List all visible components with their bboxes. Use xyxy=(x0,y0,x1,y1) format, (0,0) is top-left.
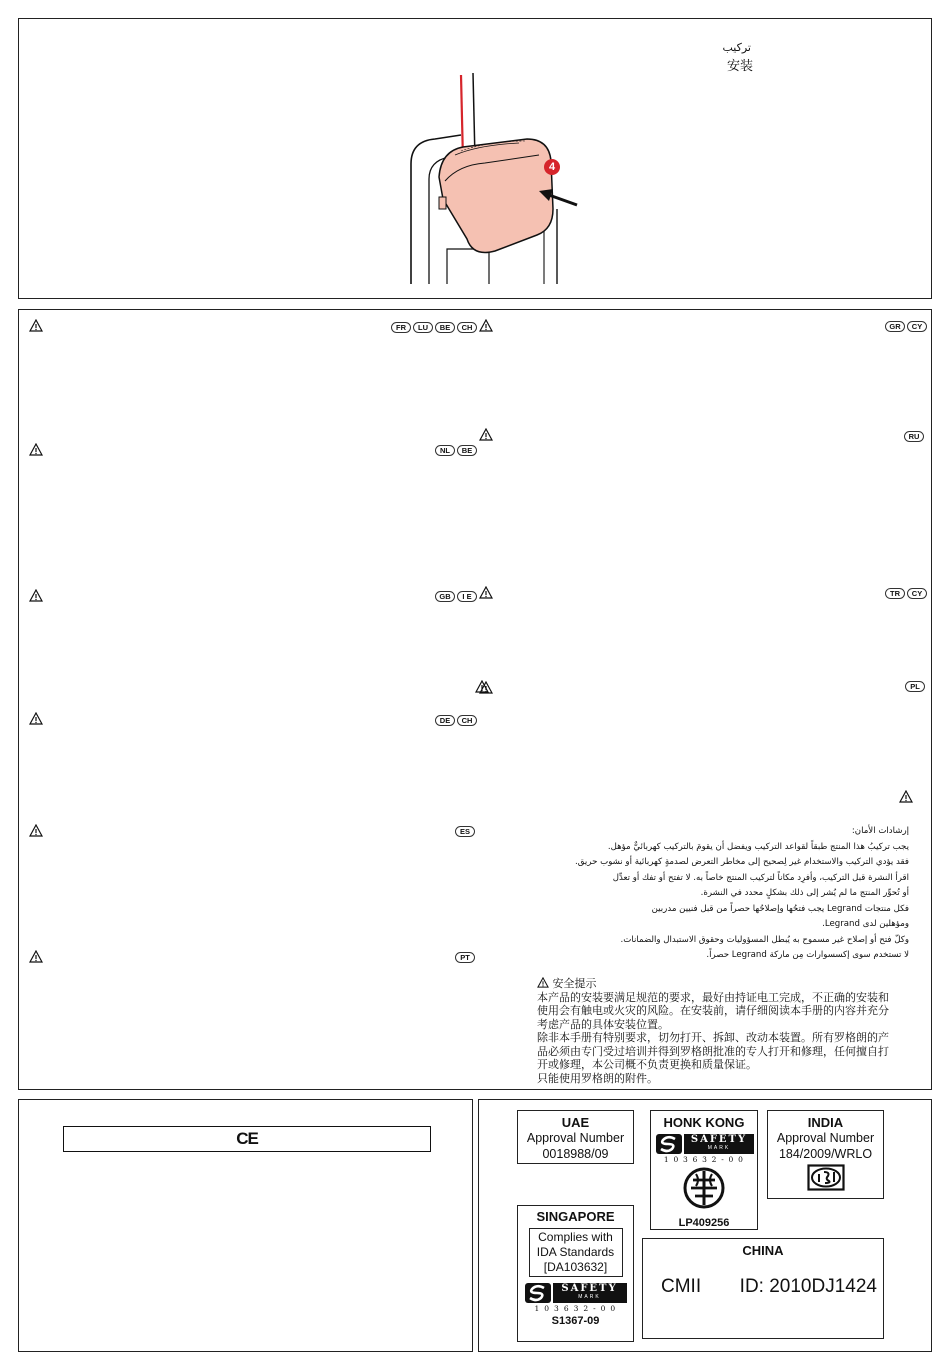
india-approval-box xyxy=(767,1110,884,1199)
china-approval-box xyxy=(642,1238,884,1339)
china-id: ID: 2010DJ1424 xyxy=(739,1276,877,1297)
mark-word: MARK xyxy=(578,1294,601,1300)
ce-panel xyxy=(18,1099,473,1352)
country-codes-ru xyxy=(904,431,924,442)
singapore-title: SINGAPORE xyxy=(536,1209,615,1224)
chinese-safety-line: 除非本手册有特别要求，切勿打开、拆卸、改动本装置。所有罗格朗的产 xyxy=(537,1031,889,1044)
hongkong-code: LP409256 xyxy=(678,1217,730,1229)
country-code: CH xyxy=(457,715,477,726)
singapore-approval-box xyxy=(517,1205,634,1342)
country-code: CY xyxy=(907,321,927,332)
isi-mark-icon xyxy=(807,1164,845,1191)
country-codes-tr xyxy=(885,588,927,599)
country-code: ES xyxy=(455,826,475,837)
country-code: RU xyxy=(904,431,924,442)
warning-icon xyxy=(479,586,493,599)
warning-icon xyxy=(479,319,493,332)
safety-digits: 1 0 3 6 3 2 - 0 0 xyxy=(663,1155,745,1164)
country-codes-nl xyxy=(435,445,477,456)
warning-icon xyxy=(29,319,43,332)
ce-mark-box xyxy=(63,1126,431,1152)
singapore-code: S1367-09 xyxy=(551,1315,600,1327)
safety-word: SAFETY xyxy=(561,1283,618,1294)
arabic-safety-line: فكل منتجات Legrand يجب فتحُها وإصلاحُها حصراً من قبل فنيين مدربين xyxy=(651,903,909,914)
arabic-safety-title: إرشادات الأمان: xyxy=(851,826,909,836)
hongkong-title: HONK KONG xyxy=(663,1115,745,1130)
warning-icon xyxy=(899,790,913,803)
country-code: BE xyxy=(435,322,455,333)
china-cmii: CMII xyxy=(661,1276,702,1297)
ce-mark: CE xyxy=(236,1129,258,1148)
singapore-line: [DA103632] xyxy=(543,1260,608,1274)
china-title: CHINA xyxy=(742,1243,784,1258)
country-code: TR xyxy=(885,588,905,599)
country-code: PL xyxy=(905,681,925,692)
singapore-inner-box xyxy=(529,1228,623,1277)
uae-approval-box xyxy=(517,1110,634,1164)
country-codes-pl xyxy=(905,681,925,692)
country-code: CH xyxy=(457,322,477,333)
warning-icon xyxy=(537,977,549,988)
chinese-safety-line: 开或修理，本公司概不负责更换和质量保证。 xyxy=(537,1058,757,1071)
install-heading-arabic: تركيب xyxy=(722,41,751,54)
step-number-badge xyxy=(544,159,560,175)
chinese-safety-line: 品必须由专门受过培训并得到罗格朗批准的专人打开和修理，任何擅自打 xyxy=(537,1044,889,1058)
india-approval-label: Approval Number xyxy=(776,1131,875,1145)
approvals-panel xyxy=(478,1099,932,1352)
safety-mark xyxy=(523,1283,629,1313)
country-code: I E xyxy=(457,591,477,602)
chinese-safety-line: 本产品的安装要满足规范的要求，最好由持证电工完成，不正确的安装和 xyxy=(537,990,889,1004)
arabic-safety-line: وكلّ فتح أو إصلاح غير مسموح به يُبطل المسؤوليات وحقوق الاستبدال والضمانات. xyxy=(620,934,909,945)
safety-mark-s-icon xyxy=(525,1283,551,1303)
warning-icon xyxy=(479,428,493,441)
country-codes-fr xyxy=(391,322,477,333)
country-codes-pt xyxy=(455,952,475,963)
country-code: FR xyxy=(391,322,411,333)
country-code: LU xyxy=(413,322,433,333)
installation-illustration xyxy=(399,69,599,289)
country-codes-gr xyxy=(885,321,927,332)
device-module xyxy=(439,139,556,253)
hongkong-emblem-icon xyxy=(682,1166,726,1210)
warning-icon xyxy=(29,589,43,602)
safety-warnings-panel xyxy=(18,309,932,1090)
mark-word: MARK xyxy=(707,1145,731,1151)
safety-digits: 1 0 3 6 3 2 - 0 0 xyxy=(534,1304,617,1313)
arabic-safety-line: لا تستخدم سوى إكسسوارات مِن ماركة Legrand حصراً. xyxy=(706,950,909,960)
install-heading-chinese: 安装 xyxy=(727,59,754,74)
arabic-safety-line: أو تُحوِّر المنتج ما لم يُشر إلى ذلك بشكلٍ محدد في النشرة. xyxy=(700,888,909,898)
chinese-safety-title: 安全提示 xyxy=(552,977,597,990)
safety-mark-s-icon xyxy=(656,1134,682,1154)
safety-word: SAFETY xyxy=(690,1134,748,1145)
country-code: PT xyxy=(455,952,475,963)
country-code: BE xyxy=(457,445,477,456)
warning-icon xyxy=(29,712,43,725)
india-approval-number: 184/2009/WRLO xyxy=(778,1147,873,1161)
chinese-safety-block xyxy=(537,977,929,1085)
uae-approval-number: 0018988/09 xyxy=(542,1147,609,1161)
arabic-safety-line: يجب تركيبُ هذا المنتج طبقاً لقواعد التركيب ويفضل أن يقومَ بالتركيب كهربائيٌّ مؤهل. xyxy=(607,841,909,852)
installation-step-panel xyxy=(18,18,932,299)
chinese-safety-line: 使用会有触电或火灾的风险。在安装前，请仔细阅读本手册的内容并充分 xyxy=(537,1004,889,1017)
warning-icon xyxy=(475,680,489,693)
safety-mark xyxy=(654,1134,754,1164)
country-code: GB xyxy=(435,591,455,602)
warning-icon xyxy=(29,824,43,837)
chinese-safety-line: 考虑产品的具体安装位置。 xyxy=(537,1017,669,1031)
singapore-line: IDA Standards xyxy=(536,1245,615,1259)
country-code: GR xyxy=(885,321,905,332)
uae-approval-label: Approval Number xyxy=(526,1131,625,1145)
arabic-safety-line: فقد يؤدي التركيب والاستخدام غير لِصحيح إلى مخاطر التعرض لصدمةٍ كهربائية أو نشوب حريق. xyxy=(575,857,909,867)
arabic-safety-block xyxy=(529,824,909,964)
country-codes-de xyxy=(435,715,477,726)
warning-icon xyxy=(29,443,43,456)
country-codes-es xyxy=(455,826,475,837)
singapore-line: Complies with xyxy=(538,1230,613,1244)
country-code: CY xyxy=(907,588,927,599)
india-title: INDIA xyxy=(807,1115,844,1130)
arabic-safety-line: ومؤهلين لدى Legrand. xyxy=(822,919,909,929)
country-code: NL xyxy=(435,445,455,456)
chinese-safety-line: 只能使用罗格朗的附件。 xyxy=(537,1071,658,1085)
step-number: 4 xyxy=(548,161,556,173)
warning-icon xyxy=(29,950,43,963)
china-cmii-row xyxy=(643,1276,883,1298)
country-codes-gb xyxy=(435,591,477,602)
hongkong-approval-box xyxy=(650,1110,758,1230)
chinese-safety-heading xyxy=(537,977,929,991)
uae-title: UAE xyxy=(561,1115,590,1130)
arabic-safety-line: اقرأ النشرة قبل التركيب، وأفرِد مكاناً لتركيب المنتج خاصاً به. لا تفتح أو تفك أو تعدِّل xyxy=(612,872,909,883)
country-code: DE xyxy=(435,715,455,726)
